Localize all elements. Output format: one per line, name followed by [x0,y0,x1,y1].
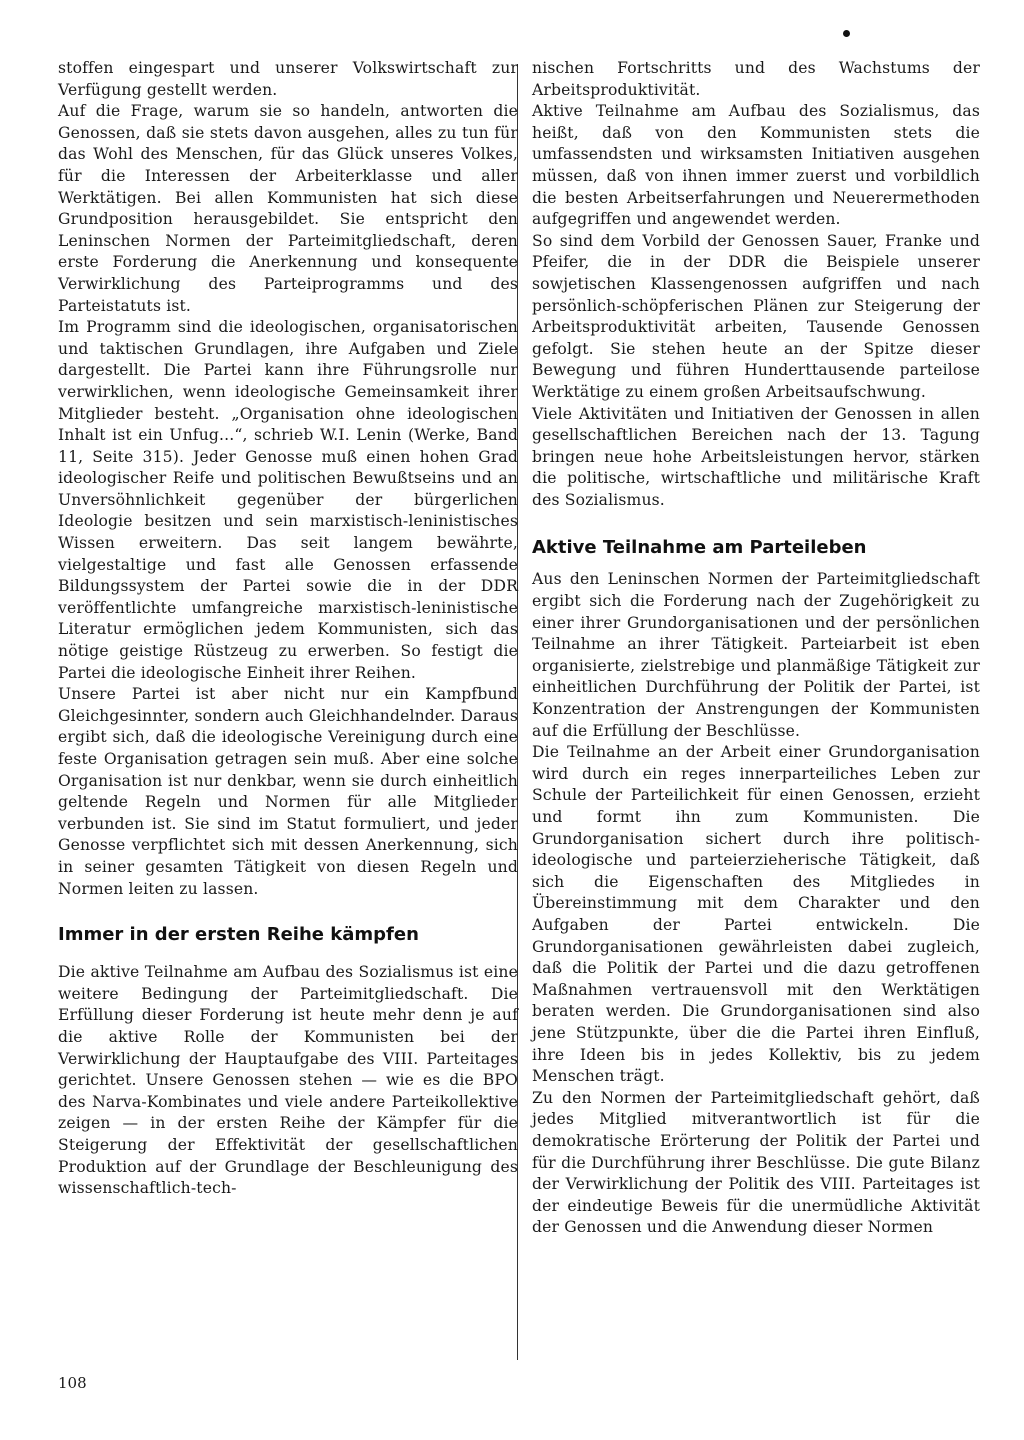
left-column [58,58,518,1200]
paragraph: Zu den Normen der Parteimitgliedschaft gehört, daß jedes Mitglied mitverantwortlich ist für die demokratische Erörterung der Politik der Partei und für die Durchführung ihrer Beschlüsse. Die gute Bilanz der Verwirklichung der Politik des VIII. Parteitages ist der eindeutige Beweis für die unermüdliche Aktivität der Genossen und die Anwendung dieser Normen [532,1088,980,1237]
paragraph: Die aktive Teilnahme am Aufbau des Sozialismus ist eine weitere Bedingung der Parteimitgliedschaft. Die Erfüllung dieser Forderung ist heute mehr denn je auf die aktive Rolle der Kommunisten bei der Verwirklichung der Hauptaufgabe des VIII. Parteitages gerichtet. Unsere Genossen stehen — wie es die BPO des Narva-Kombinates und viele andere Parteikollektive zeigen — in der ersten Reihe der Kämpfer für die Steigerung der Effektivität der gesellschaftlichen Produktion auf der Grundlage der Beschleunigung des wissenschaftlich-tech- [58,963,518,1198]
paragraph: Aus den Leninschen Normen der Parteimitgliedschaft ergibt sich die Forderung nach der Zugehörigkeit zu einer ihrer Grundorganisationen und der persönlichen Teilnahme an ihrer Tätigkeit. Parteiarbeit ist eben organisierte, zielstrebige und planmäßige Tätigkeit zur einheitlichen Durchführung der Politik der Partei, ist Konzentration der Anstrengungen der Kommunisten auf die Erfüllung der Beschlüsse. [532,570,980,740]
paragraph: nischen Fortschritts und des Wachstums der Arbeitsproduktivität. [532,59,980,99]
paragraph: Auf die Frage, warum sie so handeln, antworten die Genossen, daß sie stets davon ausgehen, alles zu tun für das Wohl des Menschen, für das Glück unseres Volkes, für die Interessen der Arbeiterklasse und aller Werktätigen. Bei allen Kommunisten hat sich diese Grundposition herausgebildet. Sie entspricht den Leninschen Normen der Parteimitgliedschaft, deren erste Forderung die Anerkennung und konsequente Verwirklichung des Parteiprogramms und des Parteistatuts ist. [58,102,518,315]
paragraph: Viele Aktivitäten und Initiativen der Genossen in allen gesellschaftlichen Bereichen nach der 13. Tagung bringen neue hohe Arbeitsleistungen hervor, stärken die politische, wirtschaftliche und militärische Kraft des Sozialismus. [532,404,980,509]
paragraph: Aktive Teilnahme am Aufbau des Sozialismus, das heißt, daß von den Kommunisten stets die umfassendsten und wirksamsten Initiativen ausgehen müssen, daß von ihnen immer zuerst und vorbildlich die besten Arbeitserfahrungen und Neuerermethoden aufgegriffen und angewendet werden. [532,102,980,229]
right-column [532,58,980,1239]
page-number: 108 [58,1374,87,1392]
paragraph: Die Teilnahme an der Arbeit einer Grundorganisation wird durch ein reges innerparteiliches Leben zur Schule der Parteilichkeit für einen Genossen, erzieht und formt ihn zum Kommunisten. Die Grundorganisation sichert durch ihre politisch-ideologische und parteierzieherische Tätigkeit, daß sich die Eigenschaften des Mitgliedes in Übereinstimmung mit dem Charakter und den Aufgaben der Partei entwickeln. Die Grundorganisationen gewährleisten dabei zugleich, daß die Politik der Partei und die dazu getroffenen Maßnahmen vertrauensvoll mit den Werktätigen beraten werden. Die Grundorganisationen sind also jene Stützpunkte, über die die Partei ihren Einfluß, ihre Ideen bis in jedes Kollektiv, bis zu jedem Menschen trägt. [532,743,980,1086]
paragraph: Unsere Partei ist aber nicht nur ein Kampfbund Gleichgesinnter, sondern auch Gleichhandelnder. Daraus ergibt sich, daß die ideologische Vereinigung durch eine feste Organisation getragen sein muß. Aber eine solche Organisation ist nur denkbar, wenn sie durch einheitlich geltende Regeln und Normen für alle Mitglieder verbunden ist. Sie sind im Statut formuliert, und jeder Genosse verpflichtet sich mit dessen Anerkennung, sich in seiner gesamten Tätigkeit von diesen Regeln und Normen leiten zu lassen. [58,685,518,898]
section-heading: Aktive Teilnahme am Parteileben [532,537,867,559]
section-heading: Immer in der ersten Reihe kämpfen [58,924,419,946]
corner-dot [843,30,850,37]
paragraph: Im Programm sind die ideologischen, organisatorischen und taktischen Grundlagen, ihre Aufgaben und Ziele dargestellt. Die Partei kann ihre Führungsrolle nur verwirklichen, wenn ideologische Gemeinsamkeit ihrer Mitglieder besteht. „Organisation ohne ideologischen Inhalt ist ein Unfug...“, schrieb W.I. Lenin (Werke, Band 11, Seite 315). Jeder Genosse muß einen hohen Grad ideologischer Reife und politischen Bewußtseins und an Unversöhnlichkeit gegenüber der bürgerlichen Ideologie besitzen und sein marxistisch-leninistisches Wissen erweitern. Das seit langem bewährte, vielgestaltige und fast alle Genossen erfassende Bildungssystem der Partei sowie die in der DDR veröffentlichte umfangreiche marxistisch-leninistische Literatur ermöglichen jedem Kommunisten, sich das nötige geistige Rüstzeug zu erwerben. So festigt die Partei die ideologische Einheit ihrer Reihen. [58,318,518,682]
paragraph: So sind dem Vorbild der Genossen Sauer, Franke und Pfeifer, die in der DDR die Beispiele unserer sowjetischen Klassengenossen aufgriffen und nach persönlich-schöpferischen Plänen zur Steigerung der Arbeitsproduktivität arbeiten, Tausende Genossen gefolgt. Sie stehen heute an der Spitze dieser Bewegung und führen Hunderttausende parteilose Werktätige zu einem großen Arbeitsaufschwung. [532,231,980,401]
paragraph: stoffen eingespart und unserer Volkswirtschaft zur Verfügung gestellt werden. [58,59,518,99]
